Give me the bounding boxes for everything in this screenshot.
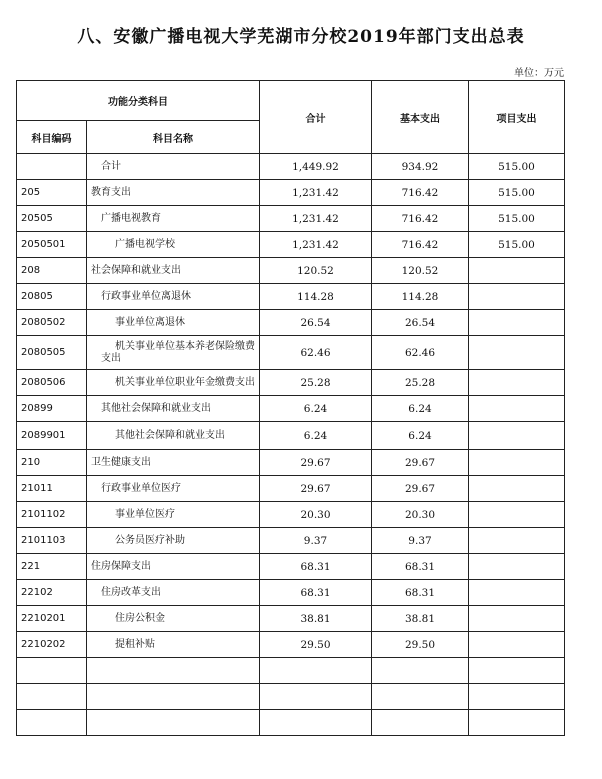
table-row [17, 180, 565, 206]
row-total: 9.37 [260, 528, 372, 554]
row-code: 208 [17, 258, 87, 284]
row-basic [372, 684, 469, 710]
row-name [87, 710, 260, 736]
row-project [469, 422, 565, 450]
row-project [469, 396, 565, 422]
row-code: 210 [17, 450, 87, 476]
row-basic: 26.54 [372, 310, 469, 336]
header-basic: 基本支出 [372, 81, 469, 154]
unit-label: 单位：万元 [514, 68, 564, 79]
header-function-category: 功能分类科目 [17, 81, 260, 121]
row-name: 其他社会保障和就业支出 [87, 422, 260, 450]
row-project [469, 370, 565, 396]
table-row [17, 710, 565, 736]
header-name: 科目名称 [87, 121, 260, 154]
table-row [17, 476, 565, 502]
row-total: 6.24 [260, 396, 372, 422]
row-code: 221 [17, 554, 87, 580]
row-project [469, 710, 565, 736]
row-name: 其他社会保障和就业支出 [87, 396, 260, 422]
row-total: 29.50 [260, 632, 372, 658]
row-project [469, 476, 565, 502]
row-total: 38.81 [260, 606, 372, 632]
row-basic: 716.42 [372, 232, 469, 258]
row-basic: 25.28 [372, 370, 469, 396]
row-project: 515.00 [469, 232, 565, 258]
table-row [17, 632, 565, 658]
row-name: 教育支出 [87, 180, 260, 206]
table-row [17, 502, 565, 528]
header-project: 项目支出 [469, 81, 565, 154]
row-basic [372, 658, 469, 684]
row-code [17, 658, 87, 684]
row-name: 机关事业单位基本养老保险缴费支出 [87, 336, 260, 370]
row-name: 广播电视学校 [87, 232, 260, 258]
row-name: 广播电视教育 [87, 206, 260, 232]
row-project [469, 580, 565, 606]
row-project: 515.00 [469, 154, 565, 180]
row-code [17, 710, 87, 736]
row-basic: 114.28 [372, 284, 469, 310]
row-total: 1,231.42 [260, 232, 372, 258]
row-basic: 29.67 [372, 450, 469, 476]
row-basic: 934.92 [372, 154, 469, 180]
row-basic: 29.67 [372, 476, 469, 502]
table-row [17, 336, 565, 370]
row-name: 住房保障支出 [87, 554, 260, 580]
row-basic: 716.42 [372, 206, 469, 232]
row-total: 29.67 [260, 450, 372, 476]
table-row [17, 554, 565, 580]
row-total: 114.28 [260, 284, 372, 310]
row-basic [372, 710, 469, 736]
row-basic: 120.52 [372, 258, 469, 284]
row-total: 26.54 [260, 310, 372, 336]
table-row [17, 684, 565, 710]
row-name: 事业单位医疗 [87, 502, 260, 528]
row-code: 20805 [17, 284, 87, 310]
row-code: 2089901 [17, 422, 87, 450]
table-row [17, 206, 565, 232]
row-total: 29.67 [260, 476, 372, 502]
row-code: 22102 [17, 580, 87, 606]
row-total [260, 684, 372, 710]
row-name: 卫生健康支出 [87, 450, 260, 476]
row-project [469, 310, 565, 336]
row-project [469, 632, 565, 658]
row-basic: 9.37 [372, 528, 469, 554]
expenditure-table [16, 80, 565, 736]
row-total: 120.52 [260, 258, 372, 284]
row-code: 20505 [17, 206, 87, 232]
row-name: 行政事业单位离退休 [87, 284, 260, 310]
row-project [469, 528, 565, 554]
row-code: 205 [17, 180, 87, 206]
row-basic: 716.42 [372, 180, 469, 206]
header-code: 科目编码 [17, 121, 87, 154]
table-body [17, 154, 565, 736]
row-code: 2050501 [17, 232, 87, 258]
row-total: 68.31 [260, 580, 372, 606]
header-total: 合计 [260, 81, 372, 154]
row-basic: 62.46 [372, 336, 469, 370]
row-total [260, 710, 372, 736]
row-name: 社会保障和就业支出 [87, 258, 260, 284]
row-code: 21011 [17, 476, 87, 502]
row-name: 公务员医疗补助 [87, 528, 260, 554]
table-row [17, 422, 565, 450]
row-code: 2080502 [17, 310, 87, 336]
row-project [469, 658, 565, 684]
row-code: 2080505 [17, 336, 87, 370]
row-name: 合计 [87, 154, 260, 180]
row-name: 住房公积金 [87, 606, 260, 632]
row-name: 提租补贴 [87, 632, 260, 658]
table-row [17, 396, 565, 422]
row-basic: 20.30 [372, 502, 469, 528]
row-project [469, 336, 565, 370]
row-basic: 68.31 [372, 554, 469, 580]
table-row [17, 606, 565, 632]
row-project [469, 502, 565, 528]
row-project [469, 606, 565, 632]
page-title: 八、安徽广播电视大学芜湖市分校2019年部门支出总表 [77, 27, 525, 47]
row-total: 62.46 [260, 336, 372, 370]
row-name: 机关事业单位职业年金缴费支出 [87, 370, 260, 396]
table-row [17, 310, 565, 336]
row-project [469, 554, 565, 580]
row-project [469, 684, 565, 710]
row-total: 1,231.42 [260, 180, 372, 206]
table-row [17, 154, 565, 180]
row-project [469, 284, 565, 310]
table-row [17, 450, 565, 476]
row-name [87, 658, 260, 684]
table-row [17, 658, 565, 684]
table-row [17, 370, 565, 396]
row-project [469, 450, 565, 476]
row-basic: 6.24 [372, 422, 469, 450]
row-total: 68.31 [260, 554, 372, 580]
table-row [17, 284, 565, 310]
row-code: 2210202 [17, 632, 87, 658]
row-total [260, 658, 372, 684]
row-code: 2101102 [17, 502, 87, 528]
row-name: 住房改革支出 [87, 580, 260, 606]
table-row [17, 528, 565, 554]
row-name: 事业单位离退休 [87, 310, 260, 336]
row-total: 1,449.92 [260, 154, 372, 180]
row-name [87, 684, 260, 710]
row-total: 20.30 [260, 502, 372, 528]
row-project: 515.00 [469, 180, 565, 206]
row-code: 2101103 [17, 528, 87, 554]
row-project: 515.00 [469, 206, 565, 232]
row-total: 25.28 [260, 370, 372, 396]
row-total: 6.24 [260, 422, 372, 450]
row-basic: 29.50 [372, 632, 469, 658]
row-code [17, 684, 87, 710]
row-project [469, 258, 565, 284]
row-name: 行政事业单位医疗 [87, 476, 260, 502]
table-row [17, 258, 565, 284]
row-basic: 68.31 [372, 580, 469, 606]
row-code [17, 154, 87, 180]
row-basic: 6.24 [372, 396, 469, 422]
row-code: 2080506 [17, 370, 87, 396]
row-basic: 38.81 [372, 606, 469, 632]
row-code: 2210201 [17, 606, 87, 632]
row-total: 1,231.42 [260, 206, 372, 232]
table-row [17, 232, 565, 258]
table-row [17, 580, 565, 606]
row-code: 20899 [17, 396, 87, 422]
